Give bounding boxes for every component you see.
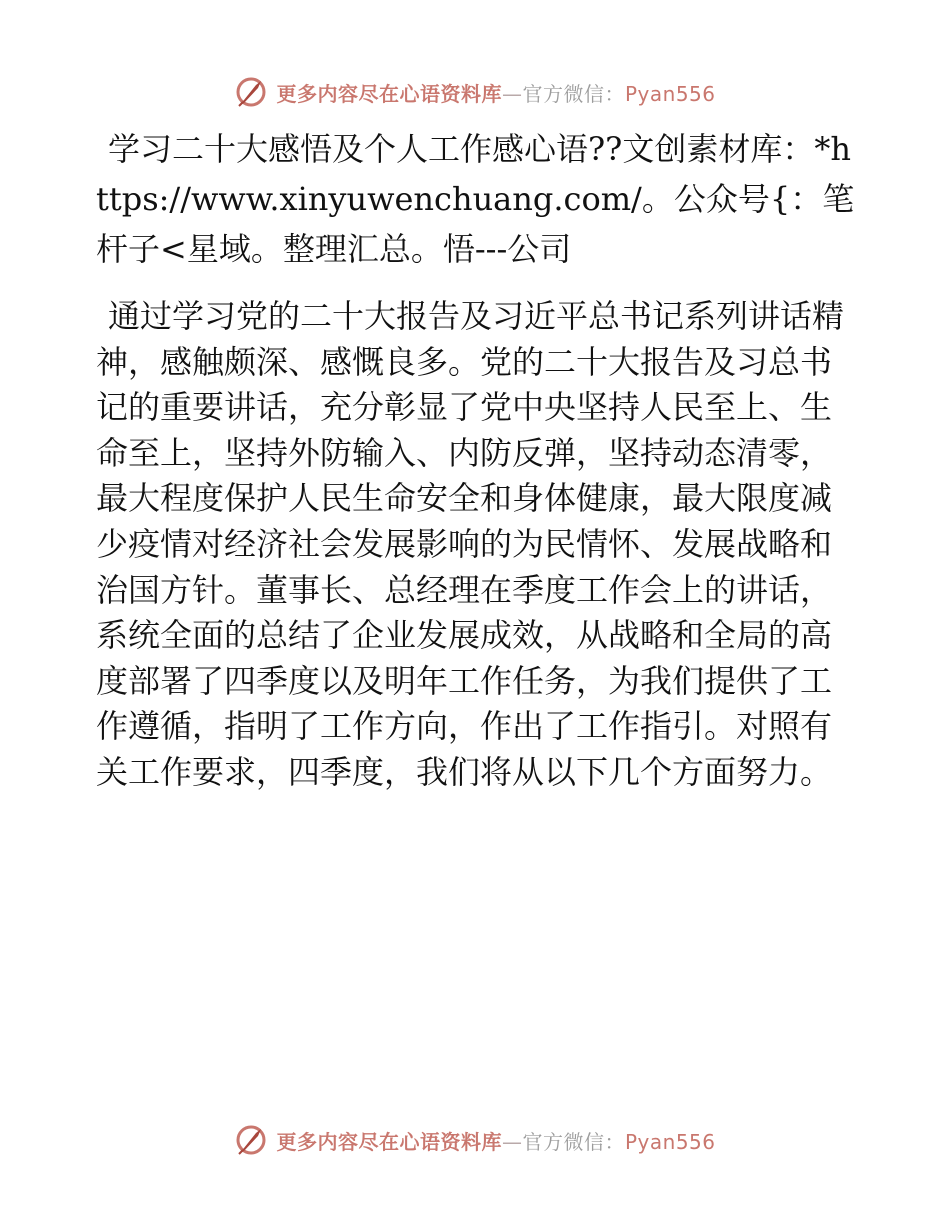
header-watermark bbox=[0, 72, 950, 112]
watermark-label: 官方微信： bbox=[522, 1129, 625, 1154]
watermark-main: 更多内容尽在心语资料库 bbox=[276, 81, 502, 106]
quill-pen-logo-icon bbox=[234, 75, 268, 109]
watermark-label: 官方微信： bbox=[522, 81, 625, 106]
watermark-separator: — bbox=[501, 1129, 523, 1154]
watermark-main: 更多内容尽在心语资料库 bbox=[276, 1129, 502, 1154]
watermark-text bbox=[276, 78, 715, 107]
watermark-text bbox=[276, 1126, 715, 1155]
document-paragraph: 通过学习党的二十大报告及习近平总书记系列讲话精神，感触颇深、感慨良多。党的二十大报告及习总书记的重要讲话，充分彰显了党中央坚持人民至上、生命至上，坚持外防输入、内防反弹，坚持动态清零，最大程度保护人民生命安全和身体健康，最大限度减少疫情对经济社会发展影响的为民情怀、发展战略和治国方针。董事长、总经理在季度工作会上的讲话，系统全面的总结了企业发展成效，从战略和全局的高度部署了四季度以及明年工作任务，为我们提供了工作遵循，指明了工作方向，作出了工作指引。对照有关工作要求，四季度，我们将从以下几个方面努力。 bbox=[96, 297, 845, 791]
footer-watermark bbox=[0, 1120, 950, 1160]
watermark-id: Pyan556 bbox=[624, 81, 716, 106]
watermark-separator: — bbox=[501, 81, 523, 106]
document-title: 学习二十大感悟及个人工作感心语??文创素材库：*https://www.xinyuwenchuang.com/。公众号{：笔杆子<星域。整理汇总。悟---公司 bbox=[96, 130, 855, 268]
quill-pen-logo-icon bbox=[234, 1123, 268, 1157]
watermark-id: Pyan556 bbox=[624, 1129, 716, 1154]
document-body bbox=[96, 124, 856, 796]
